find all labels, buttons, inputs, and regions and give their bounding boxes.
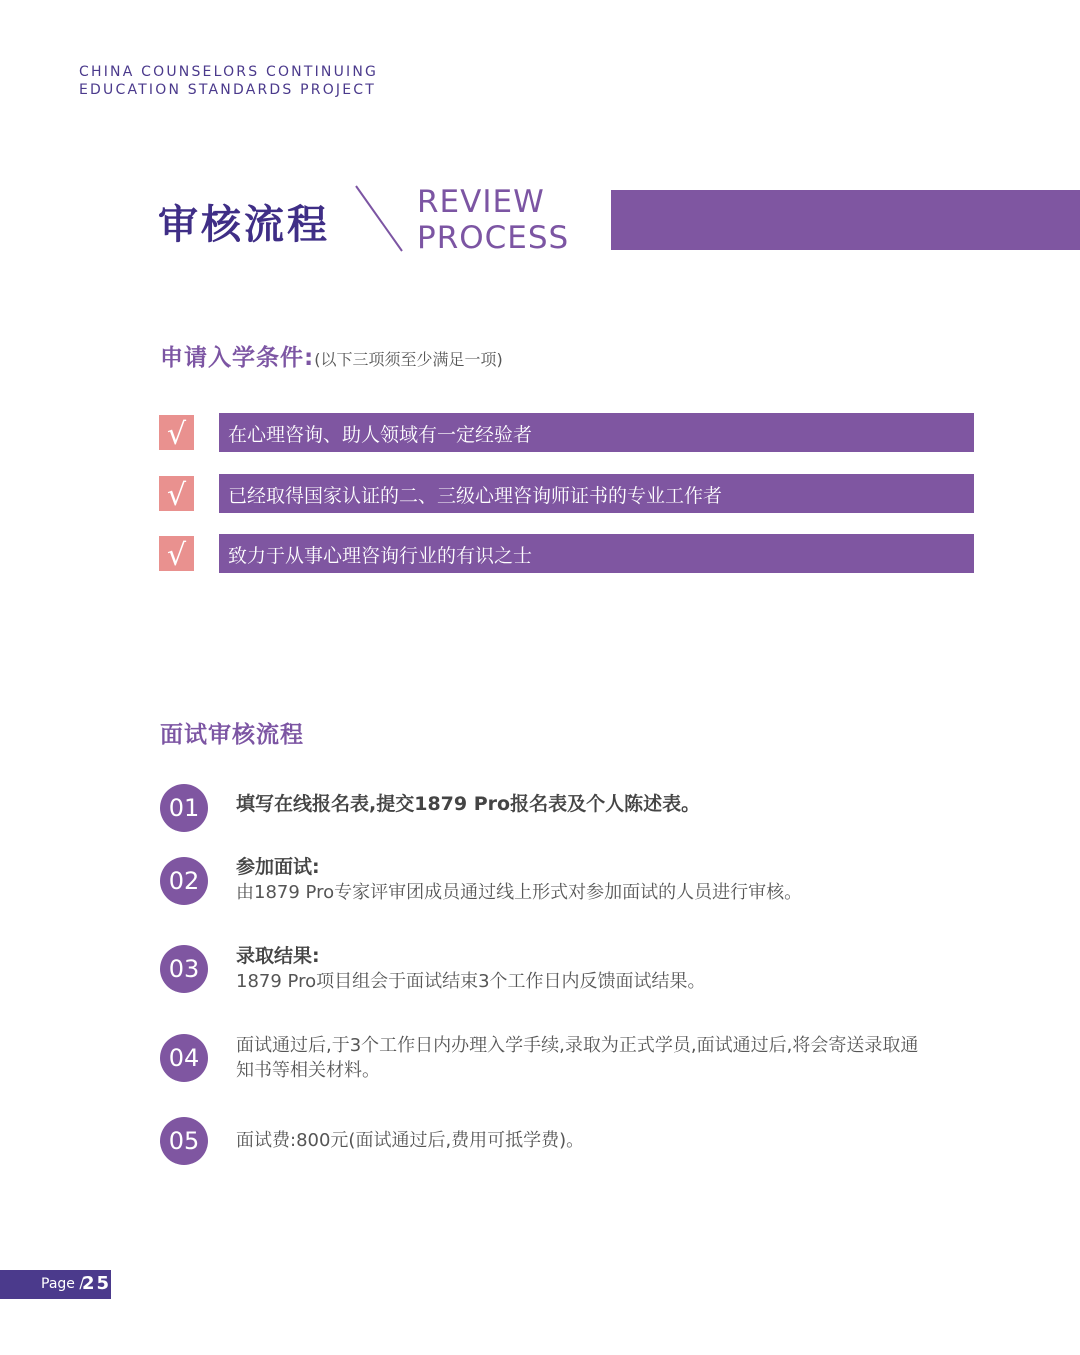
check-icon (159, 415, 194, 450)
check-icon (159, 476, 194, 511)
condition-bar (219, 534, 974, 573)
step-body (236, 855, 936, 905)
condition-item (159, 413, 974, 452)
step-body (236, 1128, 936, 1153)
step-body (236, 792, 936, 817)
page-title-en-line-1: REVIEW (417, 184, 545, 220)
step-number-badge: 04 (160, 1034, 208, 1082)
header-project-line-1: CHINA COUNSELORS CONTINUING (79, 64, 379, 80)
conditions-heading (160, 339, 503, 372)
step-body (236, 944, 936, 994)
step-description: 面试费:800元(面试通过后,费用可抵学费)。 (236, 1130, 585, 1151)
condition-item (159, 534, 974, 573)
step-description: 由1879 Pro专家评审团成员通过线上形式对参加面试的人员进行审核。 (236, 882, 803, 903)
page-number: 25 (82, 1273, 112, 1294)
condition-text: 已经取得国家认证的二、三级心理咨询师证书的专业工作者 (228, 485, 723, 507)
condition-text: 在心理咨询、助人领域有一定经验者 (228, 424, 533, 446)
conditions-heading-text: 申请入学条件: (160, 345, 315, 371)
title-accent-bar (611, 190, 1080, 250)
page-number-tag (0, 1270, 111, 1299)
process-heading: 面试审核流程 (160, 722, 304, 748)
check-symbol: √ (166, 478, 187, 511)
step-number-badge: 03 (160, 945, 208, 993)
step-number-badge: 02 (160, 857, 208, 905)
check-symbol: √ (166, 417, 187, 450)
step-title: 参加面试: (236, 856, 320, 878)
step-title: 填写在线报名表,提交1879 Pro报名表及个人陈述表。 (236, 793, 701, 815)
step-description: 1879 Pro项目组会于面试结束3个工作日内反馈面试结果。 (236, 971, 706, 992)
condition-text: 致力于从事心理咨询行业的有识之士 (228, 545, 533, 567)
step-body (236, 1033, 936, 1083)
header-project-line-2: EDUCATION STANDARDS PROJECT (79, 82, 377, 98)
step-number-badge: 05 (160, 1117, 208, 1165)
page-title-en-line-2: PROCESS (417, 220, 570, 256)
condition-item (159, 474, 974, 513)
step-description: 面试通过后,于3个工作日内办理入学手续,录取为正式学员,面试通过后,将会寄送录取通知书等相关材料。 (236, 1035, 919, 1081)
title-slash-divider (352, 184, 406, 258)
step-number-badge: 01 (160, 784, 208, 832)
check-icon (159, 536, 194, 571)
page-label: Page / (41, 1276, 85, 1292)
step-title: 录取结果: (236, 945, 320, 967)
condition-bar (219, 413, 974, 452)
condition-bar (219, 474, 974, 513)
conditions-note: (以下三项须至少满足一项) (314, 350, 503, 369)
page-title-cn: 审核流程 (158, 202, 330, 248)
check-symbol: √ (166, 538, 187, 571)
